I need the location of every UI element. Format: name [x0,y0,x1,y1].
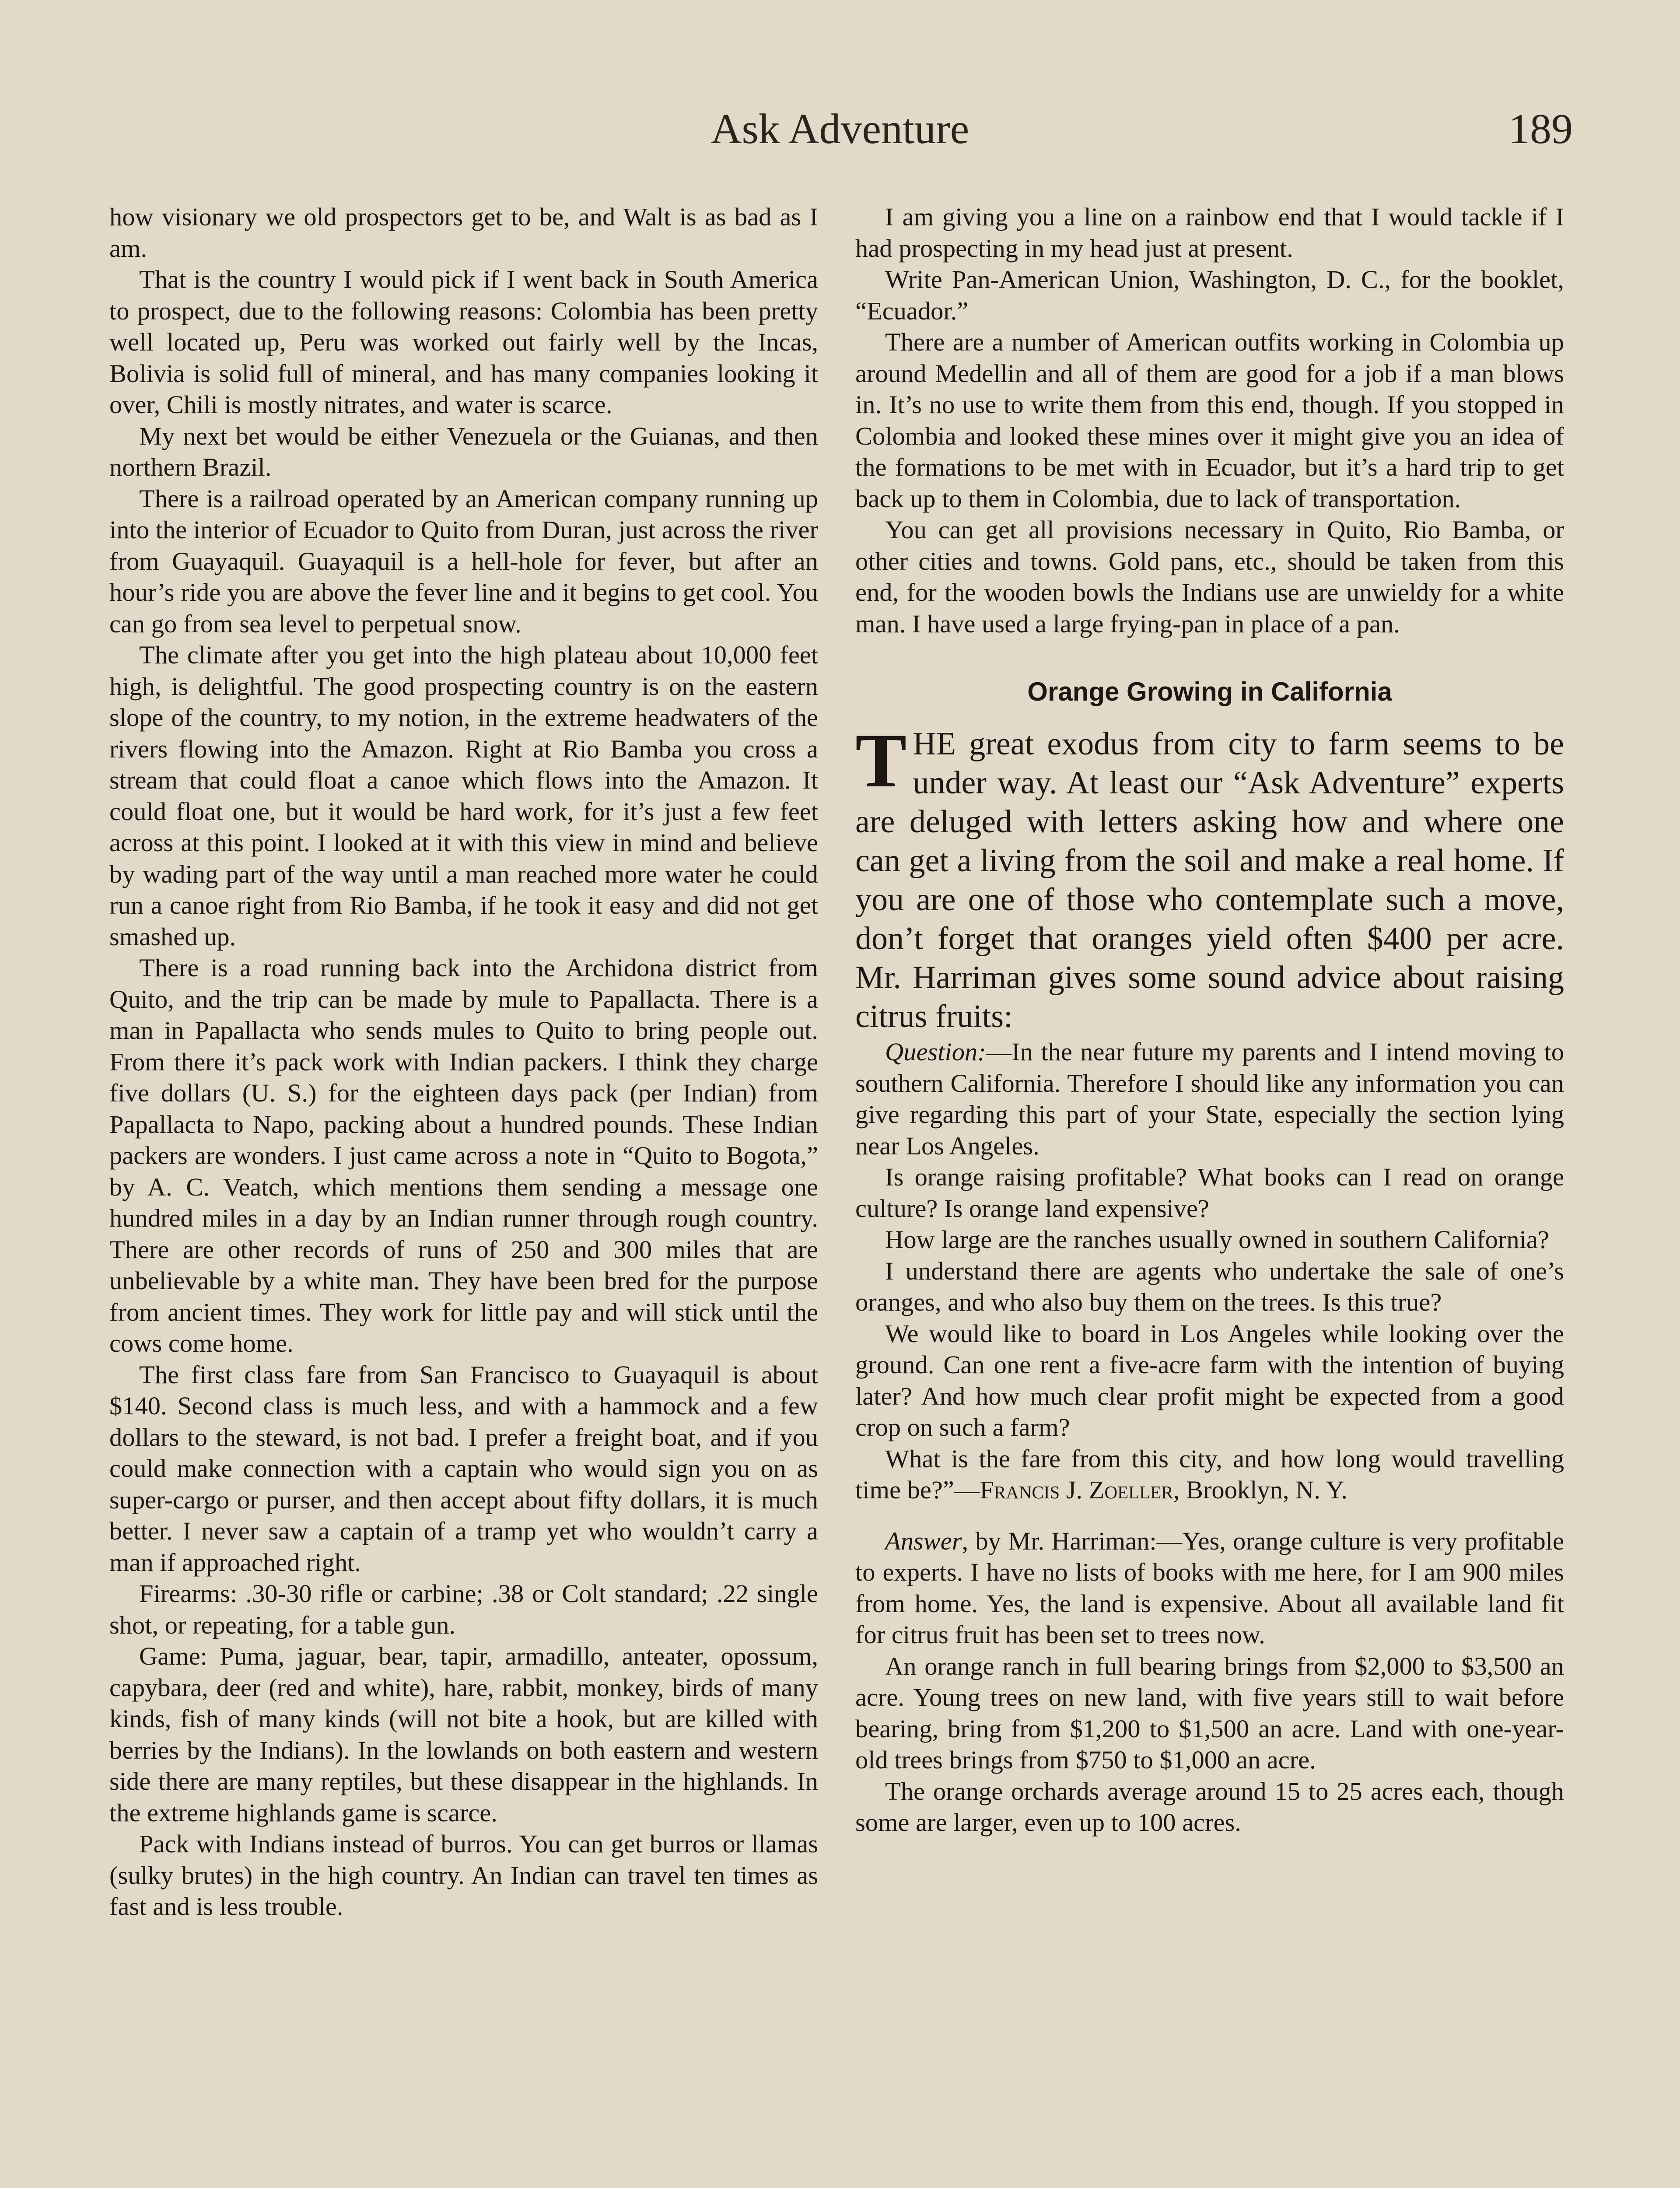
question-paragraph [855,1036,1564,1161]
left-column [109,201,818,1922]
right-column-paragraph: You can get all provisions necessary in Quito, Rio Bamba, or other cities and towns. Gold pans, etc., should be taken from this end, for the wooden bowls the Indians use are unwieldy for a white man. I have used a large frying-pan in place of a pan. [855,515,1564,638]
right-column-paragraph: Write Pan-American Union, Washington, D. C., for the booklet, “Ecuador.” [855,265,1564,325]
running-head [0,98,1680,160]
question-paragraphs [855,1161,1564,1443]
intro-text: HE great exodus from city to farm seems to be under way. At least our “Ask Adventure” experts are deluged with letters asking how and where one can get a living from the soil and make a real home. If you are one of those who contemplate such a move, don’t forget that oranges yield often $400 per acre. Mr. Harriman gives some sound advice about raising citrus fruits: [855,726,1564,1034]
left-column-paragraph: That is the country I would pick if I went back in South America to prospect, due to the following reasons: Colombia has been pretty well located up, Peru was worked out fairly well by the Incas, Bolivia is solid full of mineral, and has many companies looking it over, Chili is mostly nitrates, and water is scarce. [109,265,818,419]
question-block [855,1036,1564,1506]
question-closing-text: What is the fare from this city, and how long would travelling time be?”— [855,1444,1564,1504]
section-intro [855,718,1564,1036]
question-label: Question: [885,1038,986,1066]
answer-text: , by Mr. Harriman:—Yes, orange culture is very profitable to experts. I have no lists of books with me here, for I am 900 miles from home. Yes, the land is expensive. About all available land fit for citrus fruit has been set to trees now. [855,1526,1564,1649]
section-heading: Orange Growing in California [1027,677,1392,706]
answer-label: Answer [885,1526,962,1555]
left-column-paragraph: Pack with Indians instead of burros. You can get burros or llamas (sulky brutes) in the high country. An Indian can travel ten times as fast and is less trouble. [109,1830,818,1921]
question-paragraph: How large are the ranches usually owned in southern California? [885,1225,1549,1254]
answer-paragraph: The orange orchards average around 15 to 25 acres each, though some are larger, even up to 100 acres. [855,1777,1564,1837]
question-text: —In the near future my parents and I intend moving to southern California. Therefore I should like any information you can give regarding this part of your State, especially the section lying near Los Angeles. [855,1038,1564,1160]
question-paragraph: We would like to board in Los Angeles while looking over the ground. Can one rent a five-acre farm with the intention of buying later? And how much clear profit might be expected from a good crop on such a farm? [855,1319,1564,1441]
left-column-paragraph: The first class fare from San Francisco to Guayaquil is about $140. Second class is much less, and with a hammock and a few dollars to the steward, is not bad. I prefer a freight boat, and if you could make connection with a captain who would sign you on as super-cargo or purser, and then accept about fifty dollars, it is much better. I never saw a captain of a tramp yet who wouldn’t carry a man if approached right. [109,1360,818,1577]
question-closing [855,1443,1564,1506]
signature-name: Francis J. Zoeller [980,1476,1173,1504]
signature-place: , Brooklyn, N. Y. [1173,1476,1348,1504]
qa-gap [855,1506,1564,1525]
right-column-paragraph: There are a number of American outfits working in Colombia up around Medellin and all of them are good for a job if a man blows in. It’s no use to write them from this end, though. If you stopped in Colombia and looked these mines over it might give you an idea of the formations to be met with in Ecuador, but it’s a hard trip to get back up to them in Colombia, due to lack of transportation. [855,328,1564,513]
left-column-paragraph: There is a railroad operated by an American company running up into the interior of Ecuador to Quito from Duran, just across the river from Guayaquil. Guayaquil is a hell-hole for fever, but after an hour’s ride you are above the fever line and it begins to get cool. You can go from sea level to perpetual snow. [109,484,818,638]
right-column-top [855,201,1564,639]
answer-block [855,1525,1564,1838]
left-column-paragraph: My next bet would be either Venezuela or the Guianas, and then northern Brazil. [109,421,818,481]
left-column-paragraph: how visionary we old prospectors get to be, and Walt is as bad as I am. [109,203,818,263]
right-column-paragraph: I am giving you a line on a rainbow end that I would tackle if I had prospecting in my head just at present. [855,203,1564,263]
answer-paragraphs [855,1651,1564,1838]
left-column-paragraph: There is a road running back into the Archidona district from Quito, and the trip can be made by mule to Papallacta. There is a man in Papallacta who sends mules to Quito to bring people out. From there it’s pack work with Indian packers. I think they charge five dollars (U. S.) for the eighteen days pack (per Indian) from Papallacta to Napo, packing about a hundred pounds. These Indian packers are wonders. I just came across a note in “Quito to Bogota,” by A. C. Veatch, which mentions them sending a message one hundred miles in a day by an Indian runner through rough country. There are other records of runs of 250 and 300 miles that are unbelievable by a white man. They have been bred for the purpose from ancient times. They work for little pay and will stick until the cows come home. [109,954,818,1357]
left-column-paragraph: The climate after you get into the high plateau about 10,000 feet high, is delightful. The good prospecting country is on the eastern slope of the country, to my notion, in the extreme headwaters of the rivers flowing into the Amazon. Right at Rio Bamba you cross a stream that could float a canoe which flows into the Amazon. It could float one, but it would be hard work, for it’s just a few feet across at this point. I looked at it with this view in mind and believe by wading part of the way until a man reached more water he could run a canoe right from Rio Bamba, if he took it easy and did not get smashed up. [109,641,818,951]
answer-paragraph [855,1525,1564,1651]
left-column-paragraph: Game: Puma, jaguar, bear, tapir, armadillo, anteater, opossum, capybara, deer (red and white), hare, rabbit, monkey, birds of many kinds, fish of many kinds (will not bite a hook, but are killed with berries by the Indians). In the lowlands on both eastern and western side there are many reptiles, but these disappear in the highlands. In the extreme highlands game is scarce. [109,1642,818,1827]
question-paragraph: Is orange raising profitable? What books can I read on orange culture? Is orange land expensive? [855,1163,1564,1223]
answer-paragraph: An orange ranch in full bearing brings from $2,000 to $3,500 an acre. Young trees on new land, with five years still to wait before bearing, bring from $1,200 to $1,500 an acre. Land with one-year-old trees brings from $750 to $1,000 an acre. [855,1652,1564,1774]
page-number: 189 [1508,105,1573,153]
right-column [855,201,1564,1838]
left-column-paragraph: Firearms: .30-30 rifle or carbine; .38 or Colt standard; .22 single shot, or repeating, for a table gun. [109,1579,818,1639]
running-title: Ask Adventure [710,105,970,153]
drop-cap: T [855,718,907,803]
question-paragraph: I understand there are agents who undertake the sale of one’s oranges, and who also buy them on the trees. Is this true? [855,1256,1564,1316]
